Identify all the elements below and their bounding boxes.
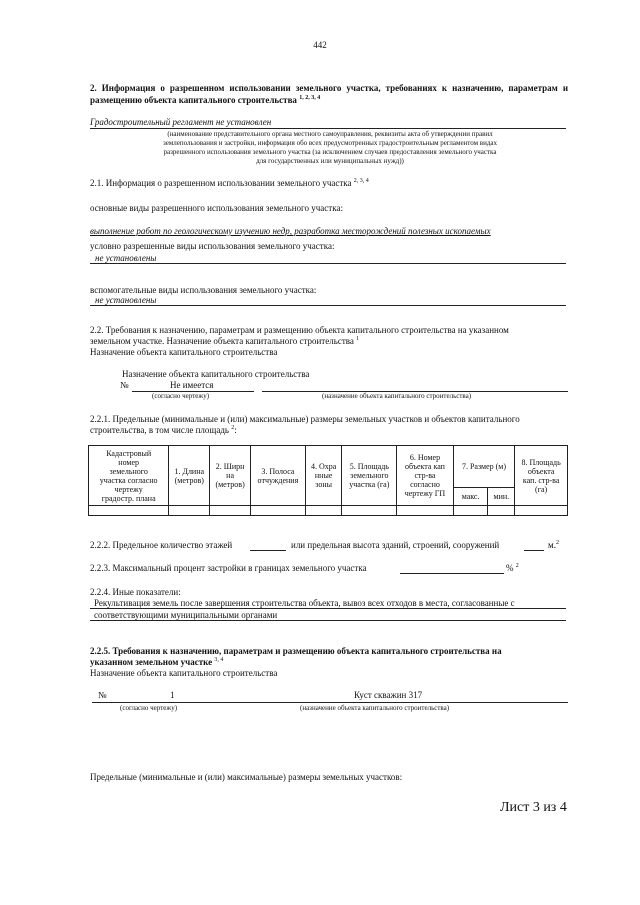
page-number: 442 (313, 40, 327, 50)
table-cell (515, 506, 568, 516)
object-underline-2 (92, 702, 568, 703)
section-2-2-line1: 2.2. Требования к назначению, параметрам и размещению объекта капитального строительства на указанном (90, 325, 509, 335)
table-cell (89, 506, 169, 516)
section-2-2-5-purpose-label: Назначение объекта капитального строительства (90, 668, 278, 678)
table-cell (251, 506, 306, 516)
auxiliary-uses-label: вспомогательные виды использования земельного участка: (90, 285, 317, 295)
gradreg-underline (90, 128, 566, 129)
section-2-2-5-line2: указанном земельном участке $^{3, 4}$ (90, 657, 224, 667)
th-width: 2. Ширн на (метров) (210, 446, 251, 506)
table-cell (488, 506, 515, 516)
table-cell (305, 506, 342, 516)
auxiliary-uses-value: не установлены (95, 295, 157, 305)
object-name-value: Куст скважин 317 (354, 690, 423, 700)
table-cell (342, 506, 397, 516)
conditional-uses-underline (90, 263, 566, 264)
section-2-2-5-line1: 2.2.5. Требования к назначению, параметрам и размещению объекта капитального строительства на (90, 646, 502, 656)
caption-drawing: (согласно чертежу) (152, 392, 210, 400)
th-object-number: 6. Номер объекта кап стр-ва согласно чертежу ГП (397, 446, 454, 506)
th-land-area: 5. Площадь земельного участка (га) (342, 446, 397, 506)
other-indicators-underline2 (90, 620, 566, 621)
other-indicators-line2: соответствующими муниципальными органами (94, 610, 278, 620)
conditional-uses-label: условно разрешенные виды использования земельного участка: (90, 241, 335, 251)
purpose-box-title: Назначение объекта капитального строительства (122, 369, 310, 379)
section-2-heading: 2. Информация о разрешенном использовании земельного участка, требованиях к назначению, параметрам и размещению объекта капитального строительства $^{1, 2, 3, 4}$ (90, 83, 568, 105)
coverage-blank (400, 573, 504, 574)
main-uses-value: выполнение работ по геологическому изучению недр, разработка месторождений полезных ископаемых (90, 226, 491, 236)
table-cell (210, 506, 251, 516)
dimensions-table (88, 445, 568, 516)
section-2-1-title: 2.1. Информация о разрешенном использовании земельного участка $^{2, 3, 4}$ (90, 178, 369, 188)
caption-purpose-2: (назначение объекта капитального строительства) (300, 704, 450, 712)
section-2-2-1-line2: строительства, в том числе площадь $^2$: (90, 425, 237, 435)
table-cell (169, 506, 210, 516)
coverage-unit: % $^2$ (506, 563, 519, 573)
section-2-2-3: 2.2.3. Максимальный процент застройки в границах земельного участка (90, 563, 367, 573)
th-protected-zones: 4. Охра нные зоны (305, 446, 342, 506)
caption-drawing-2: (согласно чертежу) (120, 704, 178, 712)
height-blank (524, 550, 544, 551)
floors-blank (250, 550, 286, 551)
other-indicators-line1: Рекультивация земель после завершения строительства объекта, вывоз всех отходов в места, согласованные с (94, 598, 515, 608)
object-no-value-2: 1 (170, 690, 175, 700)
th-cadastral: Кадастровый номер земельного участка согласно чертежу градостр. плана (89, 446, 169, 506)
section-2-2-4-label: 2.2.4. Иные показатели: (90, 587, 181, 597)
height-unit: м.$^2$ (548, 540, 559, 550)
table-cell (453, 506, 488, 516)
limits-text: Предельные (минимальные и (или) максимальные) размеры земельных участков: (90, 772, 403, 782)
object-no-value: Не имеется (170, 380, 214, 390)
gradreg-caption: (наименование представительного органа местного самоуправления, реквизиты акта об утверждении правил землепользования и застройки, информация обо всех предусмотренных градостроительным регламентом видах разрешенного использования земельного участка (за исключением случаев предоставления земельного участка для государственных или муниципальных нужд)) (162, 130, 498, 165)
other-indicators-underline1 (90, 608, 566, 609)
th-size: 7. Размер (м) (453, 446, 515, 488)
caption-purpose: (назначение объекта капитального строительства) (322, 392, 472, 400)
th-size-min: мин. (488, 488, 515, 506)
table-cell (397, 506, 454, 516)
th-object-area: 8. Площадь объекта кап. стр-ва (га) (515, 446, 568, 506)
sheet-number: Лист 3 из 4 (500, 800, 567, 815)
object-no-label: № (120, 380, 129, 390)
section-2-2-2-a: 2.2.2. Предельное количество этажей (90, 540, 233, 550)
main-uses-label: основные виды разрешенного использования земельного участка: (90, 203, 343, 213)
section-2-2-line2: земельном участке. Назначение объекта капитального строительства $^1$ (90, 336, 360, 346)
auxiliary-uses-underline (90, 305, 566, 306)
gradreg-value: Градостроительный регламент не установлен (90, 117, 272, 127)
th-size-max: макс. (453, 488, 488, 506)
purpose-label: Назначение объекта капитального строительства (90, 347, 278, 357)
section-2-2-1-line1: 2.2.1. Предельные (минимальные и (или) максимальные) размеры земельных участков и объектов капитального (90, 414, 520, 424)
section-2-2-2-b: или предельная высота зданий, строений, сооружений (291, 540, 500, 550)
conditional-uses-value: не установлены (95, 253, 157, 263)
object-no-label-2: № (98, 690, 107, 700)
th-exclusion-strip: 3. Полоса отчуждения (251, 446, 306, 506)
th-length: 1. Длина (метров) (169, 446, 210, 506)
